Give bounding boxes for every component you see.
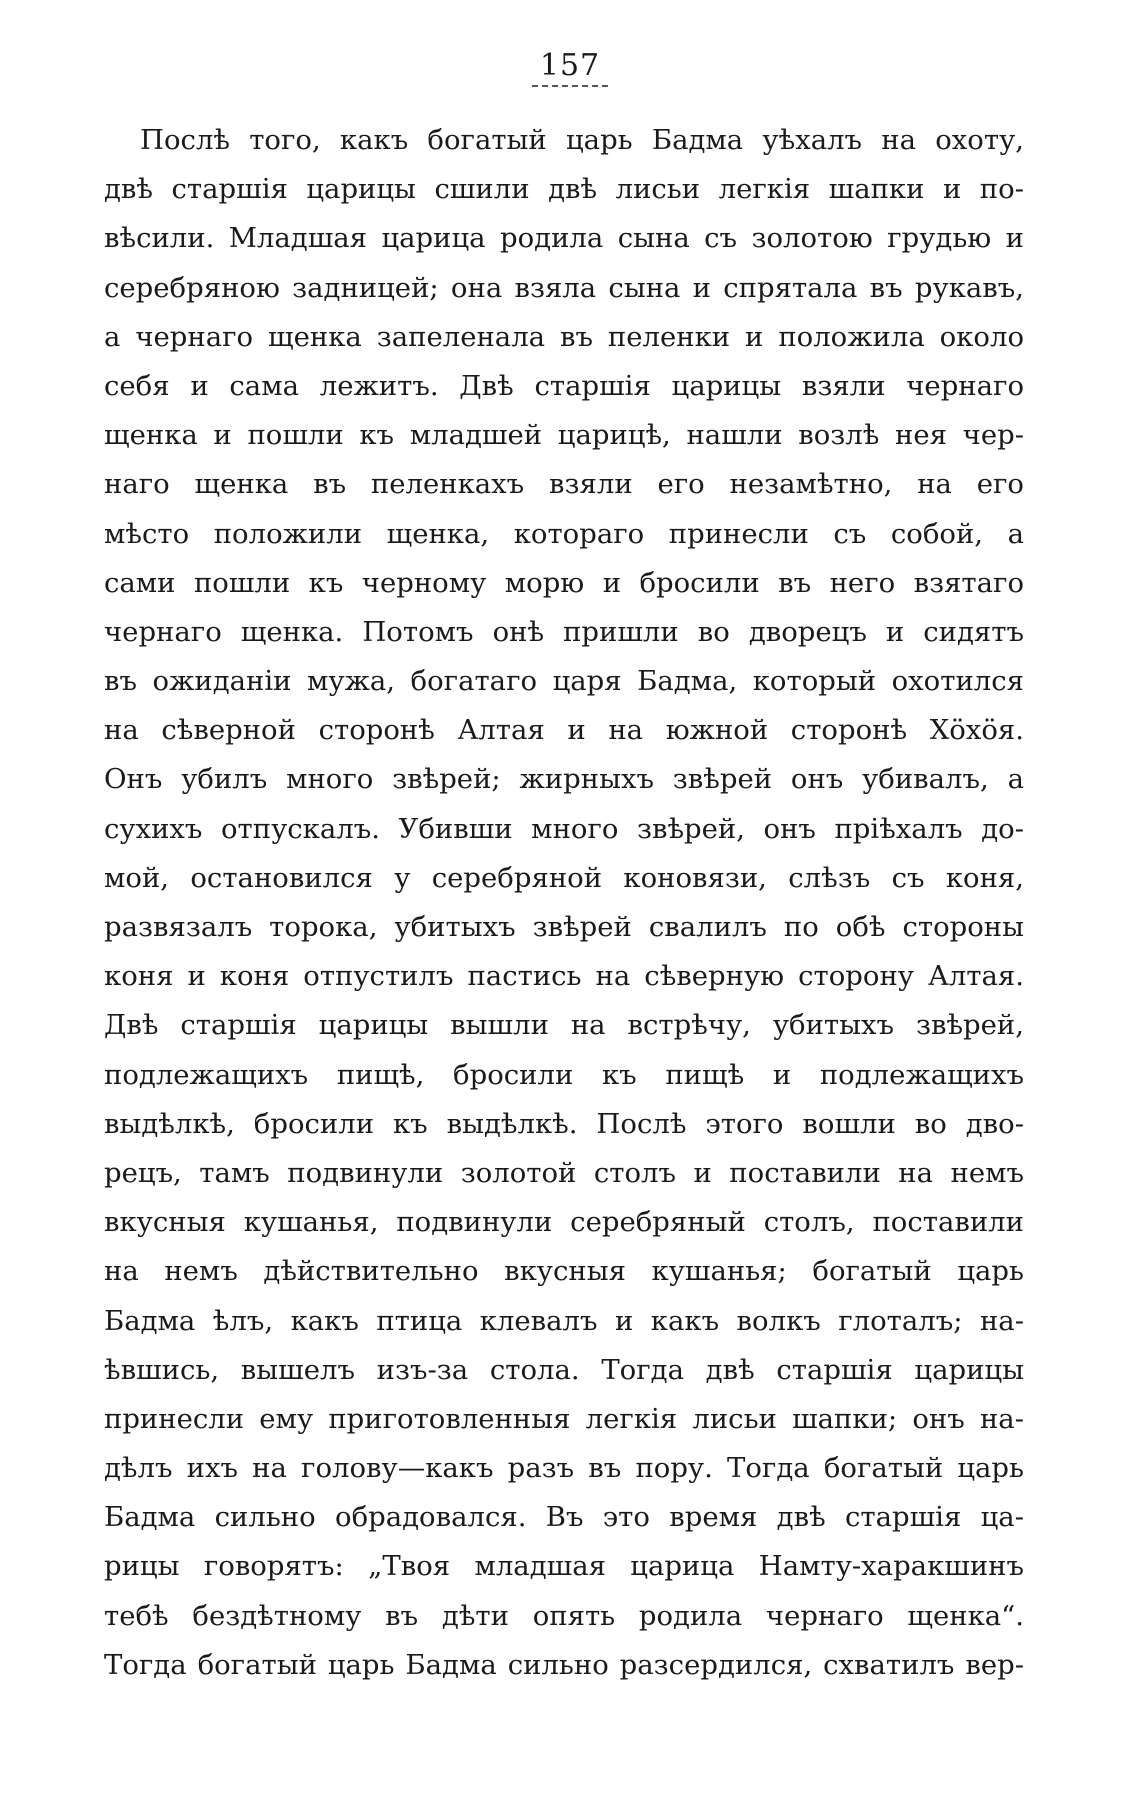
text-line: Двѣ старшія царицы вышли на встрѣчу, убитыхъ звѣрей, — [104, 1009, 1024, 1042]
text-line: щенка и пошли къ младшей царицѣ, нашли возлѣ нея чер- — [104, 419, 1024, 452]
text-line: Послѣ того, какъ богатый царь Бадма уѣхалъ на охоту, — [140, 124, 1024, 156]
text-line: рицы говорятъ: „Твоя младшая царица Намту-харакшинъ — [104, 1550, 1024, 1583]
text-line: вкусныя кушанья, подвинули серебряный столъ, поставили — [104, 1206, 1024, 1239]
text-line: въ ожиданіи мужа, богатаго царя Бадма, который охотился — [104, 665, 1024, 698]
page-number-text: 157 — [532, 48, 608, 87]
text-line: двѣ старшія царицы сшили двѣ лисьи легкія шапки и по- — [104, 173, 1024, 206]
text-line: подлежащихъ пищѣ, бросили къ пищѣ и подлежащихъ — [104, 1058, 1024, 1091]
text-line: дѣлъ ихъ на голову—какъ разъ въ пору. Тогда богатый царь — [104, 1452, 1024, 1485]
text-line: рецъ, тамъ подвинули золотой столъ и поставили на немъ — [104, 1156, 1024, 1189]
text-line: мѣсто положили щенка, котораго принесли съ собой, а — [104, 517, 1024, 550]
body-text — [104, 116, 1024, 1690]
text-line: тебѣ бездѣтному въ дѣти опять родила чернаго щенка“. — [104, 1599, 1024, 1632]
text-line: Тогда богатый царь Бадма сильно разсердился, схватилъ вер- — [104, 1648, 1024, 1681]
text-line: ѣвшись, вышелъ изъ-за стола. Тогда двѣ старшія царицы — [104, 1353, 1024, 1386]
text-line: Бадма сильно обрадовался. Въ это время двѣ старшія ца- — [104, 1501, 1024, 1534]
page-number — [0, 48, 1140, 87]
text-line: коня и коня отпустилъ пастись на сѣверную сторону Алтая. — [104, 960, 1024, 993]
text-line: на сѣверной сторонѣ Алтая и на южной сторонѣ Хöхöя. — [104, 714, 1024, 747]
text-line: Онъ убилъ много звѣрей; жирныхъ звѣрей онъ убивалъ, а — [104, 763, 1024, 796]
text-line: сухихъ отпускалъ. Убивши много звѣрей, онъ пріѣхалъ до- — [104, 812, 1024, 845]
text-line: Бадма ѣлъ, какъ птица клевалъ и какъ волкъ глоталъ; на- — [104, 1304, 1024, 1337]
text-line: себя и сама лежитъ. Двѣ старшія царицы взяли чернаго — [104, 369, 1024, 402]
text-line: наго щенка въ пеленкахъ взяли его незамѣтно, на его — [104, 468, 1024, 501]
text-line: чернаго щенка. Потомъ онѣ пришли во дворецъ и сидятъ — [104, 615, 1024, 648]
text-line: серебряною задницей; она взяла сына и спрятала въ рукавъ, — [104, 271, 1024, 304]
text-line: мой, остановился у серебряной коновязи, слѣзъ съ коня, — [104, 861, 1024, 894]
text-line: выдѣлкѣ, бросили къ выдѣлкѣ. Послѣ этого вошли во дво- — [104, 1107, 1024, 1140]
text-line: принесли ему приготовленныя легкія лисьи шапки; онъ на- — [104, 1402, 1024, 1435]
text-line: на немъ дѣйствительно вкусныя кушанья; богатый царь — [104, 1255, 1024, 1288]
text-line: а чернаго щенка запеленала въ пеленки и положила около — [104, 320, 1024, 353]
text-line: вѣсили. Младшая царица родила сына съ золотою грудью и — [104, 222, 1024, 255]
text-line: сами пошли къ черному морю и бросили въ него взятаго — [104, 566, 1024, 599]
text-line: развязалъ торока, убитыхъ звѣрей свалилъ по обѣ стороны — [104, 911, 1024, 943]
